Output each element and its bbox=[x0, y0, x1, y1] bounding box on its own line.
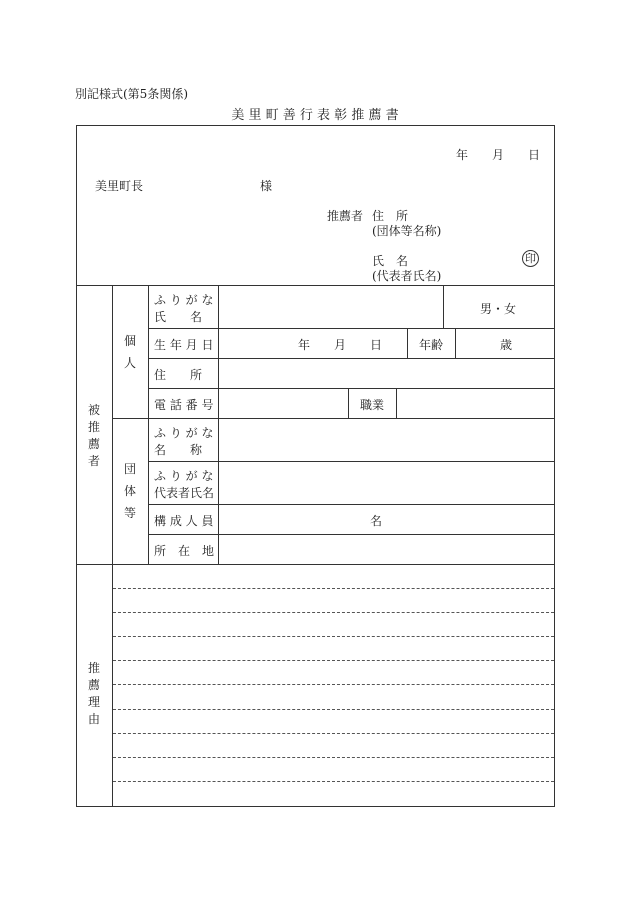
writing-line bbox=[113, 757, 554, 758]
divider bbox=[112, 285, 113, 807]
writing-line bbox=[113, 684, 554, 685]
birth-date-label: 生 年 月 日 bbox=[154, 338, 214, 352]
rep-furigana-label: ふ り が な bbox=[154, 469, 214, 483]
writing-line bbox=[113, 733, 554, 734]
divider bbox=[218, 285, 219, 564]
recommender-label: 推薦者 bbox=[327, 209, 364, 223]
writing-line bbox=[113, 709, 554, 710]
divider bbox=[148, 504, 555, 505]
address-label: 住 所 bbox=[154, 368, 203, 382]
divider bbox=[407, 328, 408, 358]
date-year-label: 年 bbox=[456, 148, 469, 162]
divider bbox=[348, 388, 349, 418]
seal-icon: 印 bbox=[522, 250, 539, 267]
date-month-label: 月 bbox=[492, 148, 505, 162]
birth-year-label: 年 bbox=[298, 338, 311, 352]
group-label: 団体等 bbox=[123, 462, 136, 520]
divider bbox=[148, 328, 555, 329]
divider bbox=[76, 564, 555, 565]
reason-label: 推薦理由 bbox=[87, 661, 100, 726]
birth-day-label: 日 bbox=[370, 338, 383, 352]
age-unit: 歳 bbox=[500, 338, 513, 352]
writing-line bbox=[113, 781, 554, 782]
nominee-section-label: 被推薦者 bbox=[87, 403, 100, 468]
form-title: 美 里 町 善 行 表 彰 推 薦 書 bbox=[231, 108, 399, 123]
divider bbox=[443, 285, 444, 328]
divider bbox=[396, 388, 397, 418]
location-label: 所 在 地 bbox=[154, 544, 215, 558]
phone-label: 電 話 番 号 bbox=[154, 398, 214, 412]
age-label: 年齢 bbox=[419, 338, 444, 352]
divider bbox=[455, 328, 456, 358]
divider bbox=[148, 285, 149, 564]
birth-month-label: 月 bbox=[334, 338, 347, 352]
rep-name-note: (代表者氏名) bbox=[372, 269, 442, 283]
name-label: 氏 名 bbox=[154, 310, 203, 324]
individual-label: 個人 bbox=[123, 334, 136, 370]
divider bbox=[112, 418, 555, 419]
date-day-label: 日 bbox=[528, 148, 541, 162]
members-label: 構 成 人 員 bbox=[154, 514, 214, 528]
writing-line bbox=[113, 612, 554, 613]
divider bbox=[148, 461, 555, 462]
group-name-label: 名 称 bbox=[154, 443, 203, 457]
recommender-address-label: 住 所 bbox=[372, 209, 409, 223]
writing-line bbox=[113, 660, 554, 661]
rep-name-label: 代表者氏名 bbox=[154, 486, 215, 500]
writing-line bbox=[113, 588, 554, 589]
divider bbox=[148, 358, 555, 359]
group-furigana-label: ふ り が な bbox=[154, 426, 214, 440]
divider bbox=[148, 534, 555, 535]
org-name-note: (団体等名称) bbox=[372, 224, 442, 238]
furigana-label: ふ り が な bbox=[154, 293, 214, 307]
addressee: 美里町長 bbox=[95, 179, 144, 193]
writing-line bbox=[113, 636, 554, 637]
members-unit: 名 bbox=[370, 514, 383, 528]
honorific: 様 bbox=[260, 179, 273, 193]
divider bbox=[148, 388, 555, 389]
recommender-name-label: 氏 名 bbox=[372, 254, 409, 268]
form-reference: 別記様式(第5条関係) bbox=[75, 87, 188, 101]
gender-options: 男・女 bbox=[480, 302, 517, 316]
occupation-label: 職業 bbox=[360, 398, 385, 412]
